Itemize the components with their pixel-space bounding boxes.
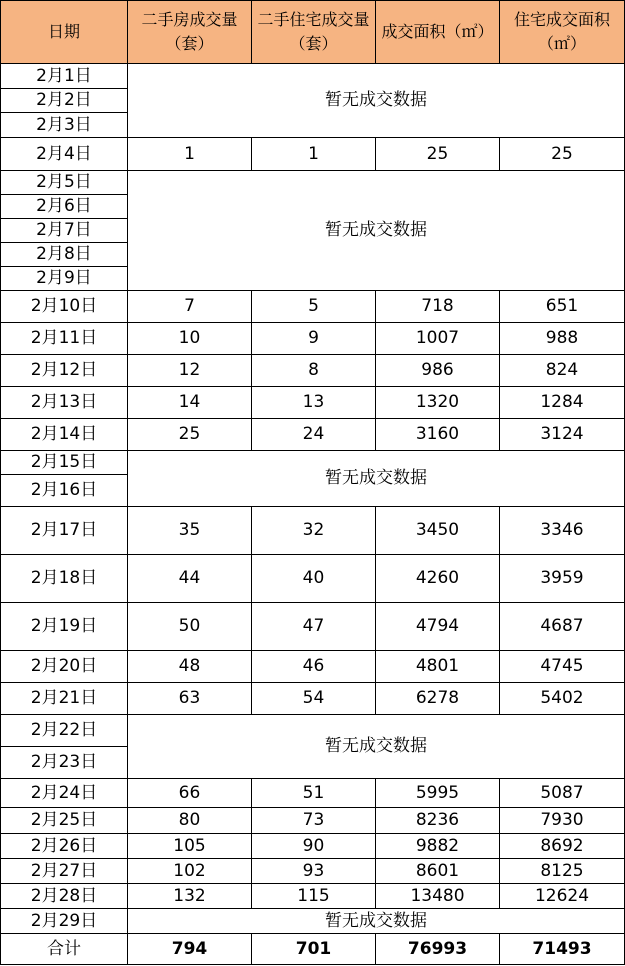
date-cell: 2月8日 xyxy=(0,243,128,267)
value-cell: 14 xyxy=(128,387,252,419)
date-cell: 2月22日 xyxy=(0,715,128,747)
date-cell: 2月27日 xyxy=(0,859,128,884)
date-cell: 2月9日 xyxy=(0,267,128,291)
no-data-cell: 暂无成交数据 xyxy=(128,909,625,934)
value-cell: 4687 xyxy=(500,603,625,651)
value-cell: 90 xyxy=(252,834,376,859)
header-residential-units: 二手住宅成交量（套） xyxy=(252,0,376,64)
value-cell: 3124 xyxy=(500,419,625,451)
total-value-cell: 794 xyxy=(128,934,252,965)
date-cell: 2月16日 xyxy=(0,475,128,507)
date-cell: 2月15日 xyxy=(0,451,128,475)
date-cell: 2月13日 xyxy=(0,387,128,419)
value-cell: 8125 xyxy=(500,859,625,884)
value-cell: 1 xyxy=(252,138,376,171)
date-cell: 2月18日 xyxy=(0,555,128,603)
value-cell: 718 xyxy=(376,291,500,323)
date-cell: 2月25日 xyxy=(0,808,128,834)
value-cell: 7930 xyxy=(500,808,625,834)
value-cell: 8 xyxy=(252,355,376,387)
value-cell: 73 xyxy=(252,808,376,834)
value-cell: 9 xyxy=(252,323,376,355)
date-cell: 2月2日 xyxy=(0,89,128,113)
value-cell: 5995 xyxy=(376,779,500,808)
total-value-cell: 701 xyxy=(252,934,376,965)
date-cell: 2月29日 xyxy=(0,909,128,934)
value-cell: 8236 xyxy=(376,808,500,834)
value-cell: 4794 xyxy=(376,603,500,651)
value-cell: 5 xyxy=(252,291,376,323)
value-cell: 93 xyxy=(252,859,376,884)
value-cell: 1320 xyxy=(376,387,500,419)
value-cell: 4801 xyxy=(376,651,500,683)
date-cell: 2月24日 xyxy=(0,779,128,808)
date-cell: 2月26日 xyxy=(0,834,128,859)
date-cell: 2月12日 xyxy=(0,355,128,387)
total-label: 合计 xyxy=(0,934,128,965)
value-cell: 12 xyxy=(128,355,252,387)
date-cell: 2月17日 xyxy=(0,507,128,555)
value-cell: 12624 xyxy=(500,884,625,909)
date-cell: 2月7日 xyxy=(0,219,128,243)
value-cell: 4260 xyxy=(376,555,500,603)
value-cell: 6278 xyxy=(376,683,500,715)
value-cell: 40 xyxy=(252,555,376,603)
value-cell: 9882 xyxy=(376,834,500,859)
value-cell: 824 xyxy=(500,355,625,387)
header-residential-area: 住宅成交面积（㎡） xyxy=(500,0,625,64)
value-cell: 5087 xyxy=(500,779,625,808)
total-value-cell: 76993 xyxy=(376,934,500,965)
value-cell: 32 xyxy=(252,507,376,555)
value-cell: 3346 xyxy=(500,507,625,555)
date-cell: 2月6日 xyxy=(0,195,128,219)
value-cell: 1284 xyxy=(500,387,625,419)
value-cell: 115 xyxy=(252,884,376,909)
value-cell: 10 xyxy=(128,323,252,355)
date-cell: 2月4日 xyxy=(0,138,128,171)
value-cell: 8692 xyxy=(500,834,625,859)
date-cell: 2月3日 xyxy=(0,113,128,138)
value-cell: 8601 xyxy=(376,859,500,884)
date-cell: 2月10日 xyxy=(0,291,128,323)
value-cell: 54 xyxy=(252,683,376,715)
date-cell: 2月5日 xyxy=(0,171,128,195)
value-cell: 24 xyxy=(252,419,376,451)
no-data-cell: 暂无成交数据 xyxy=(128,715,625,779)
value-cell: 986 xyxy=(376,355,500,387)
value-cell: 1 xyxy=(128,138,252,171)
no-data-cell: 暂无成交数据 xyxy=(128,451,625,507)
value-cell: 13 xyxy=(252,387,376,419)
value-cell: 132 xyxy=(128,884,252,909)
date-cell: 2月20日 xyxy=(0,651,128,683)
value-cell: 13480 xyxy=(376,884,500,909)
value-cell: 63 xyxy=(128,683,252,715)
value-cell: 5402 xyxy=(500,683,625,715)
no-data-cell: 暂无成交数据 xyxy=(128,64,625,138)
value-cell: 50 xyxy=(128,603,252,651)
value-cell: 3450 xyxy=(376,507,500,555)
total-value-cell: 71493 xyxy=(500,934,625,965)
value-cell: 4745 xyxy=(500,651,625,683)
value-cell: 80 xyxy=(128,808,252,834)
date-cell: 2月14日 xyxy=(0,419,128,451)
no-data-cell: 暂无成交数据 xyxy=(128,171,625,291)
header-second-hand-units: 二手房成交量（套） xyxy=(128,0,252,64)
header-area: 成交面积（㎡） xyxy=(376,0,500,64)
header-date: 日期 xyxy=(0,0,128,64)
value-cell: 7 xyxy=(128,291,252,323)
date-cell: 2月19日 xyxy=(0,603,128,651)
value-cell: 25 xyxy=(376,138,500,171)
value-cell: 988 xyxy=(500,323,625,355)
date-cell: 2月1日 xyxy=(0,64,128,89)
date-cell: 2月28日 xyxy=(0,884,128,909)
value-cell: 51 xyxy=(252,779,376,808)
value-cell: 48 xyxy=(128,651,252,683)
value-cell: 25 xyxy=(128,419,252,451)
value-cell: 1007 xyxy=(376,323,500,355)
value-cell: 3959 xyxy=(500,555,625,603)
value-cell: 66 xyxy=(128,779,252,808)
value-cell: 105 xyxy=(128,834,252,859)
value-cell: 47 xyxy=(252,603,376,651)
value-cell: 102 xyxy=(128,859,252,884)
date-cell: 2月23日 xyxy=(0,747,128,779)
date-cell: 2月21日 xyxy=(0,683,128,715)
value-cell: 35 xyxy=(128,507,252,555)
date-cell: 2月11日 xyxy=(0,323,128,355)
value-cell: 25 xyxy=(500,138,625,171)
value-cell: 44 xyxy=(128,555,252,603)
value-cell: 3160 xyxy=(376,419,500,451)
value-cell: 46 xyxy=(252,651,376,683)
value-cell: 651 xyxy=(500,291,625,323)
